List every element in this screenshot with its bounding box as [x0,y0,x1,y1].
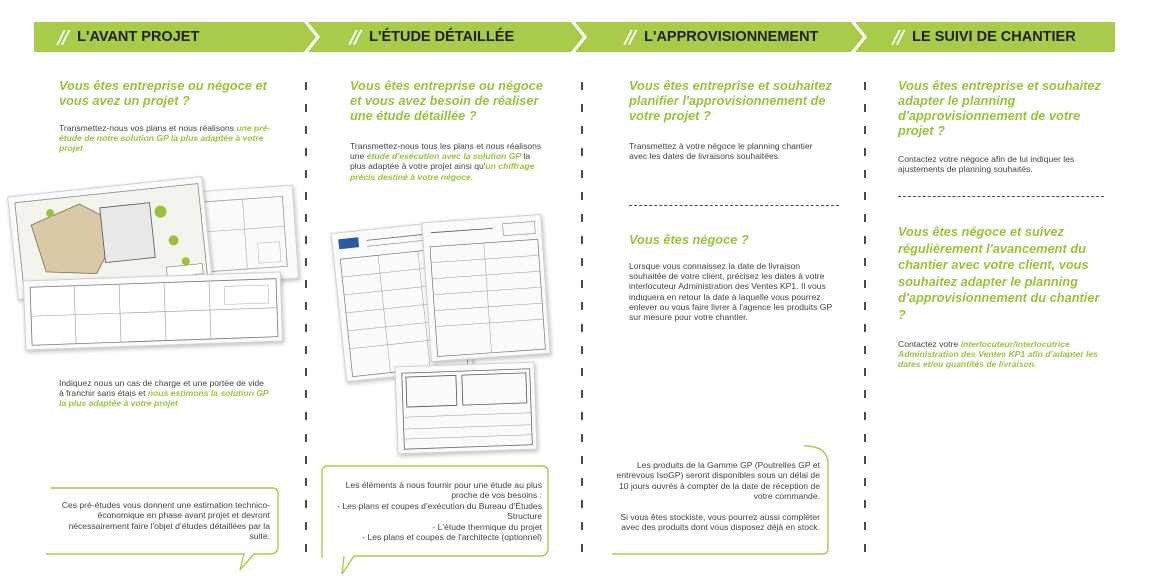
column-etude-detaillee [350,78,545,182]
band-avant-projet [34,22,316,52]
building-section-illustration [23,272,283,351]
question: Vous êtes négoce ? [629,232,749,247]
band-title: LE SUIVI DE CHANTIER [912,29,1076,45]
paragraph: Transmettez à votre négoce le planning chantier avec les dates de livraisons souhaitées. [629,141,813,162]
column-approvisionnement [629,78,834,161]
band-title: L'APPROVISIONNEMENT [644,29,819,45]
paragraph: Lorsque vous connaissez la date de livraison souhaitée de votre client, précisez les dates à votre interlocuteur Administration des Ventes KP1. Il vous indiquera en retour la date à laquelle vous pourrez enlever ou vous faire livrer à l'agence les produits GP sur mesure pour votre chantier. [629,261,833,323]
question: Vous êtes négoce et suivez régulièrement l'avancement du chantier avec votre client, vous souhaitez adapter le planning d'approvisionnement du chantier ? [898,224,1100,322]
paragraph: Contactez votre interlocuteur/interlocutrice Administration des Ventes KP1 afin d'adapter les dates et/ou quantités de livraison. [898,339,1098,370]
form-document-illustration [395,362,538,455]
band-title: L'AVANT PROJET [77,29,200,45]
speech-bubble [320,466,550,576]
column-approvisionnement-negoce [629,232,839,322]
band-etude-detaillee [308,22,583,52]
paragraph: Transmettez-nous vos plans et nous réalisons une pré-étude de notre solution GP la plus adaptée à votre projet [59,123,271,154]
double-slash-icon: // [625,26,635,48]
paragraph: Indiquez nous un cas de charge et une portée de vide à franchir sans étais et nous estimons la solution GP la plus adaptée à votre projet [59,378,269,409]
column-avant-projet [59,78,284,154]
bubble-text: Les éléments à nous fournir pour une étude au plus proche de vos besoins : - Les plans et coupes d'exécution du Bureau d'Études Structure - L'étude thermique du projet - Les plans et coupes de l'architecte (optionnel) [337,480,542,543]
speech-bubble [604,446,830,556]
bubble-text: Ces pré-études vous donnent une estimation technico-économique en phase avant projet et devront nécessairement faire l'objet d'études détaillées par la suite. [61,500,270,542]
double-slash-icon: // [350,26,360,48]
column-separator [864,82,866,566]
double-slash-icon: // [58,26,68,48]
bubble-text: Si vous êtes stockiste, vous pourrez aussi compléter avec des produits dont vous disposez déjà en stock. [620,512,820,533]
section-divider [898,196,1104,198]
question: Vous êtes entreprise et souhaitez planifier l'approvisionnement de votre projet ? [629,78,832,123]
column-separator [305,82,307,566]
paragraph: Transmettez-nous tous les plans et nous réalisons une étude d'exécution avec la solution GP la plus adaptée à votre projet ainsi qu'un chiffrage précis destiné à votre négoce. [350,141,542,182]
double-slash-icon: // [893,26,903,48]
band-approvisionnement [575,22,863,52]
column-avant-projet-lower [59,378,269,409]
paragraph: Contactez votre négoce afin de lui indiquer les ajustements de planning souhaités. [898,154,1075,175]
quote-document-illustration [421,214,550,362]
band-suivi-chantier [855,22,1115,52]
section-divider [629,205,839,207]
column-separator [581,82,583,566]
question: Vous êtes entreprise ou négoce et vous avez besoin de réaliser une étude détaillée ? [350,78,543,123]
speech-bubble [40,488,280,573]
column-suivi-chantier [898,78,1108,174]
bubble-text: Les produits de la Gamme GP (Poutrelles GP et entrevous IsoGP) seront disponibles sous un délai de 10 jours ouvrés à compter de la date de réception de votre commande. [616,460,820,502]
question: Vous êtes entreprise ou négoce et vous avez un projet ? [59,78,267,108]
question: Vous êtes entreprise et souhaitez adapter le planning d'approvisionnement de votre projet ? [898,78,1101,138]
column-suivi-chantier-negoce [898,224,1108,370]
band-title: L'ÉTUDE DÉTAILLÉE [369,29,515,45]
